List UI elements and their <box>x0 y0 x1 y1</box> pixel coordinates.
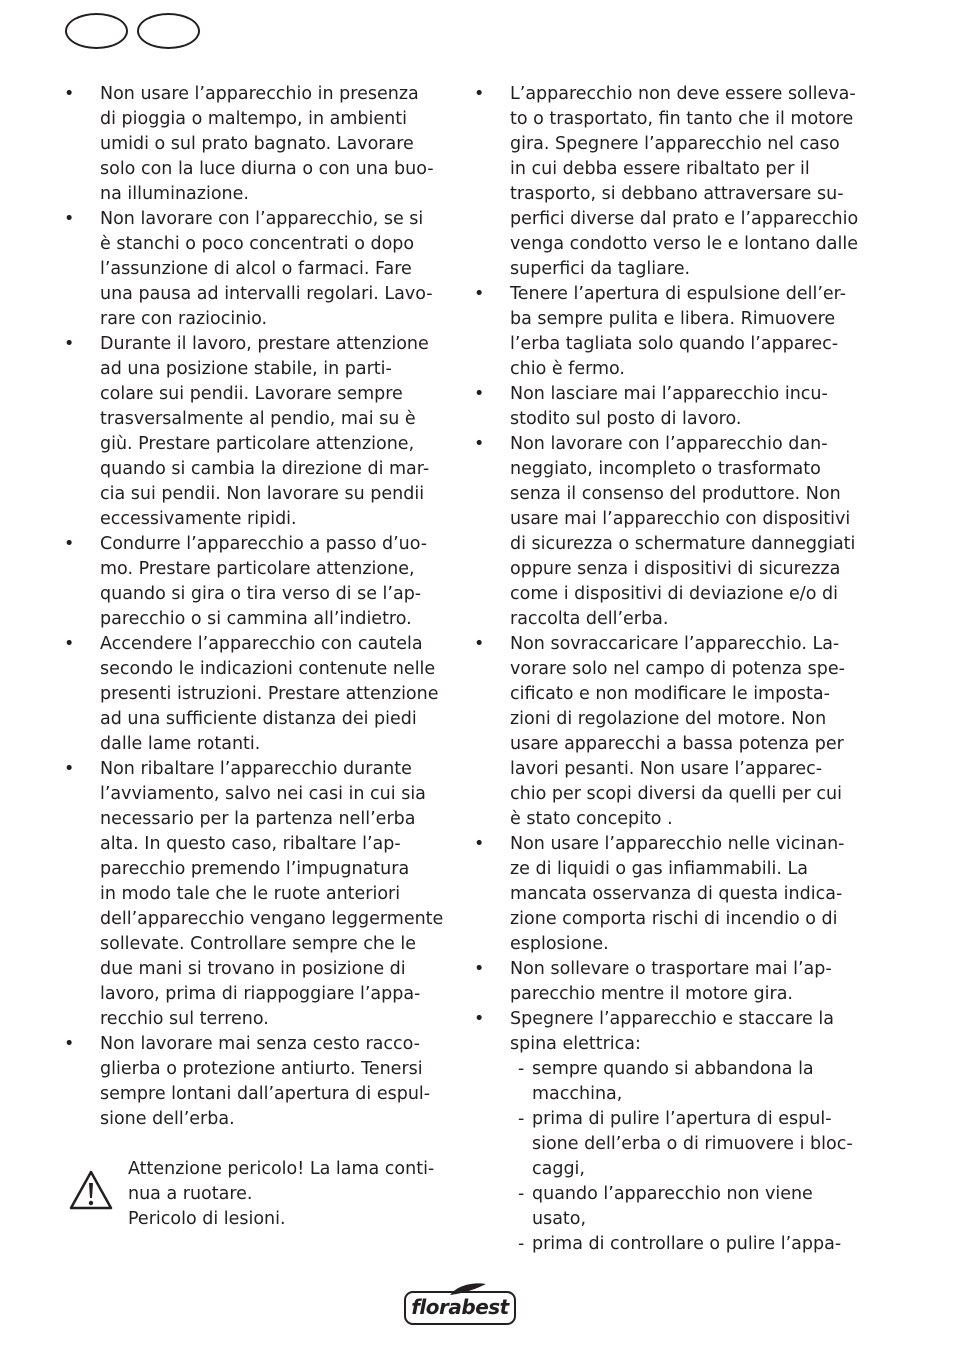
text-line: solo con la luce diurna o con una buo- <box>100 159 434 179</box>
right-column <box>474 82 864 1257</box>
text-line: • Non lavorare con l’apparecchio dan- <box>510 434 828 454</box>
bullet-item <box>474 282 864 382</box>
text-line: senza il consenso del produttore. Non <box>510 484 841 504</box>
text-line: Attenzione pericolo! La lama conti- <box>128 1159 435 1179</box>
text-line: • Non sollevare o trasportare mai l’ap- <box>510 959 832 979</box>
text-line: usato, <box>532 1209 587 1229</box>
text-line: parecchio o si cammina all’indietro. <box>100 609 412 629</box>
left-column <box>64 82 452 1232</box>
text-line: l’erba tagliata solo quando l’apparec- <box>510 334 839 354</box>
sub-item <box>474 1057 864 1107</box>
text-line: dell’apparecchio vengano leggermente <box>100 909 444 929</box>
text-line: parecchio premendo l’impugnatura <box>100 859 410 879</box>
text-line: sempre quando si abbandona la <box>532 1059 814 1079</box>
text-line: venga condotto verso le e lontano dalle <box>510 234 858 254</box>
text-line: • Non lavorare mai senza cesto racco- <box>100 1034 420 1054</box>
text-line: • Non sovraccaricare l’apparecchio. La- <box>510 634 840 654</box>
text-line: • Non usare l’apparecchio nelle vicinan- <box>510 834 845 854</box>
language-oval-right <box>137 13 200 49</box>
text-line: macchina, <box>532 1084 623 1104</box>
text-line: glierba o protezione antiurto. Tenersi <box>100 1059 423 1079</box>
text-line: alta. In questo caso, ribaltare l’ap- <box>100 834 401 854</box>
bullet-item <box>64 757 452 1032</box>
bullet-item <box>64 332 452 532</box>
text-line: colare sui pendii. Lavorare sempre <box>100 384 403 404</box>
text-line: mo. Prestare particolare attenzione, <box>100 559 415 579</box>
text-line: giù. Prestare particolare attenzione, <box>100 434 415 454</box>
text-line: caggi, <box>532 1159 585 1179</box>
text-line: to o trasportato, fin tanto che il motore <box>510 109 854 129</box>
text-line: l’avviamento, salvo nei casi in cui sia <box>100 784 426 804</box>
text-line: rare con raziocinio. <box>100 309 268 329</box>
text-line: • L’apparecchio non deve essere solleva- <box>510 84 856 104</box>
text-line: chio è fermo. <box>510 359 625 379</box>
text-line: • Spegnere l’apparecchio e staccare la <box>510 1009 834 1029</box>
text-line: trasversalmente al pendio, mai su è <box>100 409 416 429</box>
text-line: ad una sufficiente distanza dei piedi <box>100 709 417 729</box>
text-line: Pericolo di lesioni. <box>128 1209 286 1229</box>
text-line: ze di liquidi o gas infiammabili. La <box>510 859 808 879</box>
text-line: gira. Spegnere l’apparecchio nel caso <box>510 134 840 154</box>
text-line: zioni di regolazione del motore. Non <box>510 709 827 729</box>
text-line: presenti istruzioni. Prestare attenzione <box>100 684 439 704</box>
bullet-item <box>474 82 864 282</box>
bullet-item <box>64 82 452 207</box>
text-line: spina elettrica: <box>510 1034 641 1054</box>
text-line: quando l’apparecchio non viene <box>532 1184 813 1204</box>
warning-triangle-icon <box>68 1169 114 1211</box>
text-line: due mani si trovano in posizione di <box>100 959 406 979</box>
logo-text: florabest <box>404 1291 516 1325</box>
text-line: sollevate. Controllare sempre che le <box>100 934 416 954</box>
text-line: superfici da tagliare. <box>510 259 691 279</box>
warning-text <box>128 1157 452 1232</box>
text-line: l’assunzione di alcol o farmaci. Fare <box>100 259 412 279</box>
dash-marker: - <box>518 1109 525 1129</box>
text-line: di sicurezza o schermature danneggiati <box>510 534 856 554</box>
text-line: cificato e non modificare le imposta- <box>510 684 830 704</box>
text-line: lavoro, prima di riappoggiare l’appa- <box>100 984 421 1004</box>
text-line: mancata osservanza di questa indica- <box>510 884 843 904</box>
text-line: • Non usare l’apparecchio in presenza <box>100 84 419 104</box>
warning-block <box>64 1157 452 1232</box>
text-line: quando si gira o tira verso di se l’ap- <box>100 584 422 604</box>
language-oval-left <box>65 13 128 49</box>
text-line: trasporto, si debbano attraversare su- <box>510 184 844 204</box>
left-bullet-list <box>64 82 452 1132</box>
text-line: • Non ribaltare l’apparecchio durante <box>100 759 412 779</box>
text-line: cia sui pendii. Non lavorare su pendii <box>100 484 425 504</box>
bullet-item <box>474 632 864 832</box>
text-line: zione comporta rischi di incendio o di <box>510 909 838 929</box>
text-line: prima di pulire l’apertura di espul- <box>532 1109 832 1129</box>
bullet-item <box>64 632 452 757</box>
text-line: eccessivamente ripidi. <box>100 509 297 529</box>
text-line: neggiato, incompleto o trasformato <box>510 459 821 479</box>
text-line: • Non lasciare mai l’apparecchio incu- <box>510 384 828 404</box>
bullet-item <box>474 832 864 957</box>
florabest-logo <box>404 1282 516 1328</box>
text-line: è stato concepito . <box>510 809 673 829</box>
text-line: lavori pesanti. Non usare l’apparec- <box>510 759 823 779</box>
text-line: • Condurre l’apparecchio a passo d’uo- <box>100 534 428 554</box>
text-line: recchio sul terreno. <box>100 1009 269 1029</box>
text-line: prima di controllare o pulire l’appa- <box>532 1234 842 1254</box>
text-line: • Durante il lavoro, prestare attenzione <box>100 334 429 354</box>
text-line: • Accendere l’apparecchio con cautela <box>100 634 423 654</box>
bullet-item <box>474 957 864 1007</box>
dash-marker: - <box>518 1234 525 1254</box>
text-line: ad una posizione stabile, in parti- <box>100 359 392 379</box>
text-line: raccolta dell’erba. <box>510 609 669 629</box>
right-bullet-list <box>474 82 864 1057</box>
bullet-item <box>64 1032 452 1132</box>
text-line: na illuminazione. <box>100 184 249 204</box>
text-line: nua a ruotare. <box>128 1184 253 1204</box>
text-line: vorare solo nel campo di potenza spe- <box>510 659 845 679</box>
sub-item <box>474 1107 864 1182</box>
text-line: necessario per la partenza nell’erba <box>100 809 416 829</box>
text-line: come i dispositivi di deviazione e/o di <box>510 584 838 604</box>
text-line: secondo le indicazioni contenute nelle <box>100 659 436 679</box>
text-line: chio per scopi diversi da quelli per cui <box>510 784 843 804</box>
text-line: perfici diverse dal prato e l’apparecchio <box>510 209 859 229</box>
text-line: sione dell’erba. <box>100 1109 235 1129</box>
bullet-item <box>64 207 452 332</box>
bullet-item <box>474 1007 864 1057</box>
text-line: sempre lontani dall’apertura di espul- <box>100 1084 431 1104</box>
text-line: in modo tale che le ruote anteriori <box>100 884 401 904</box>
text-line: quando si cambia la direzione di mar- <box>100 459 430 479</box>
text-line: è stanchi o poco concentrati o dopo <box>100 234 415 254</box>
text-line: oppure senza i dispositivi di sicurezza <box>510 559 841 579</box>
sub-item <box>474 1232 864 1257</box>
text-line: usare mai l’apparecchio con dispositivi <box>510 509 851 529</box>
bullet-item <box>474 382 864 432</box>
sub-item-list <box>474 1057 864 1257</box>
text-line: • Tenere l’apertura di espulsione dell’er- <box>510 284 847 304</box>
text-line: stodito sul posto di lavoro. <box>510 409 742 429</box>
text-line: di pioggia o maltempo, in ambienti <box>100 109 407 129</box>
text-line: una pausa ad intervalli regolari. Lavo- <box>100 284 433 304</box>
text-line: umidi o sul prato bagnato. Lavorare <box>100 134 414 154</box>
text-line: in cui debba essere ribaltato per il <box>510 159 810 179</box>
text-line: ba sempre pulita e libera. Rimuovere <box>510 309 836 329</box>
sub-item <box>474 1182 864 1232</box>
text-line: esplosione. <box>510 934 609 954</box>
dash-marker: - <box>518 1184 525 1204</box>
bullet-item <box>474 432 864 632</box>
text-line: parecchio mentre il motore gira. <box>510 984 793 1004</box>
text-line: dalle lame rotanti. <box>100 734 261 754</box>
dash-marker: - <box>518 1059 525 1079</box>
text-line: sione dell’erba o di rimuovere i bloc- <box>532 1134 853 1154</box>
bullet-item <box>64 532 452 632</box>
text-line: usare apparecchi a bassa potenza per <box>510 734 844 754</box>
text-line: • Non lavorare con l’apparecchio, se si <box>100 209 424 229</box>
